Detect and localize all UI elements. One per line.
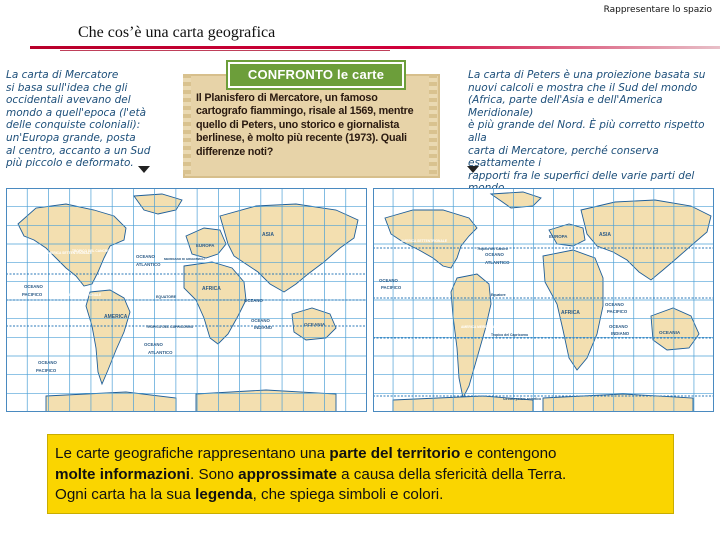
map-label: AMERICA MERIDIONALE <box>62 293 102 297</box>
summary-key-term: molte informazioni <box>55 465 191 483</box>
mercatore-note: La carta di Mercatore si basa sull'idea che gli occidentali avevano del mondo a quell'epoca (l'età delle conquiste coloniali): un'Europa grande, posta al centro, accanto a un Sud più piccolo e deformato. <box>6 69 151 170</box>
map-label: AMERICA SETTENTRIONALE <box>401 239 448 243</box>
map-label: ATLANTICO <box>136 262 161 267</box>
map-label: AMERICA <box>104 314 128 320</box>
map-label: INDIANO <box>611 331 630 336</box>
map-label: TROPICO DEL CAPRICORNO <box>146 325 194 329</box>
summary-text-part: Le carte geografiche rappresentano una <box>55 445 330 462</box>
confronto-question: Il Planisfero di Mercatore, un famoso cartografo fiammingo, risale al 1569, mentre quello di Peters, uno storico e giornalista berlinese, è molto più recente (1973). Quali differenze noti? <box>196 92 414 158</box>
map-label: EUROPA <box>549 234 568 239</box>
summary-key-term: parte del territorio <box>329 445 461 462</box>
map-label: ASIA <box>262 232 274 238</box>
section-header: Rappresentare lo spazio <box>603 5 712 15</box>
map-label: PACIFICO <box>381 285 402 290</box>
map-label: ATLANTICO <box>485 260 510 265</box>
summary-text-part: , che spiega simboli e colori. <box>252 486 444 503</box>
map-label: AFRICA <box>202 286 221 292</box>
map-label: PACIFICO <box>607 309 628 314</box>
map-label: Equatore <box>491 293 506 297</box>
map-label: OCEANIA <box>659 330 681 335</box>
summary-text-part: a causa della sfericità della Terra. <box>336 465 567 483</box>
map-label: OCEANO <box>485 252 504 257</box>
confronto-stripe <box>183 74 191 174</box>
map-label: AFRICA <box>561 310 580 316</box>
peters-map-svg <box>373 188 714 412</box>
map-label: Tropico del Capricorno <box>491 333 529 337</box>
map-label: TROPICO DEL CANCRO <box>72 249 110 253</box>
map-label: OCEANO <box>144 342 163 347</box>
map-label: OCEANO <box>244 298 263 303</box>
confronto-stripe <box>429 74 437 174</box>
map-label: OCEANO <box>605 302 624 307</box>
map-label: Tropico del Cancro <box>477 247 508 251</box>
map-label: ASIA <box>599 232 611 238</box>
map-label: OCEANO <box>38 360 57 365</box>
map-label: AMERICA MERIDIONALE <box>461 325 501 329</box>
map-label: INDIANO <box>254 325 273 330</box>
map-label: ATLANTICO <box>148 350 173 355</box>
arrow-down-icon <box>467 166 479 173</box>
map-label: OCEANO <box>24 284 43 289</box>
map-label: OCEANO <box>251 318 270 323</box>
peters-note: La carta di Peters è una proiezione basata su nuovi calcoli e mostra che il Sud del mondo (Africa, parte dell'Asia e dell'America Meridionale) è più grande del Nord. È più corretto rispetto alla carta di Mercatore, perché conserva esattamente i rapporti fra le superfici delle varie parti del <box>468 69 706 182</box>
map-label: PACIFICO <box>22 292 43 297</box>
map-label: EQUATORE <box>156 295 177 299</box>
title-underline <box>30 46 720 49</box>
summary-text-part: e contengono <box>460 445 557 462</box>
continent-shape <box>543 394 693 412</box>
map-label: OCEANO <box>379 278 398 283</box>
arrow-down-icon <box>138 166 150 173</box>
summary-text <box>55 444 667 506</box>
page-title: Che cos’è una carta geografica <box>78 24 276 41</box>
map-label: Circolo polare antartico <box>503 397 542 401</box>
map-label: OCEANO <box>609 324 628 329</box>
summary-box <box>47 434 674 514</box>
map-label: OCEANIA <box>304 322 326 327</box>
summary-text-part: Ogni carta ha la sua <box>55 486 196 503</box>
summary-key-term: legenda <box>195 486 253 503</box>
mercatore-map <box>6 188 367 412</box>
map-label: MERIDIANO DI GREENWICH <box>164 257 205 261</box>
map-label: OCEANO <box>136 254 155 259</box>
map-label: EUROPA <box>196 243 215 248</box>
map-label: PACIFICO <box>36 368 57 373</box>
summary-key-term: approssimate <box>238 465 337 483</box>
map-label: AMERICA SETTENTRIONALE <box>46 251 93 255</box>
confronto-badge <box>228 62 404 88</box>
peters-map <box>373 188 714 412</box>
confronto-badge-label: CONFRONTO le carte <box>247 67 385 82</box>
mercatore-map-svg <box>6 188 367 412</box>
title-underline-thin <box>60 50 390 51</box>
summary-text-part: . Sono <box>190 465 239 483</box>
